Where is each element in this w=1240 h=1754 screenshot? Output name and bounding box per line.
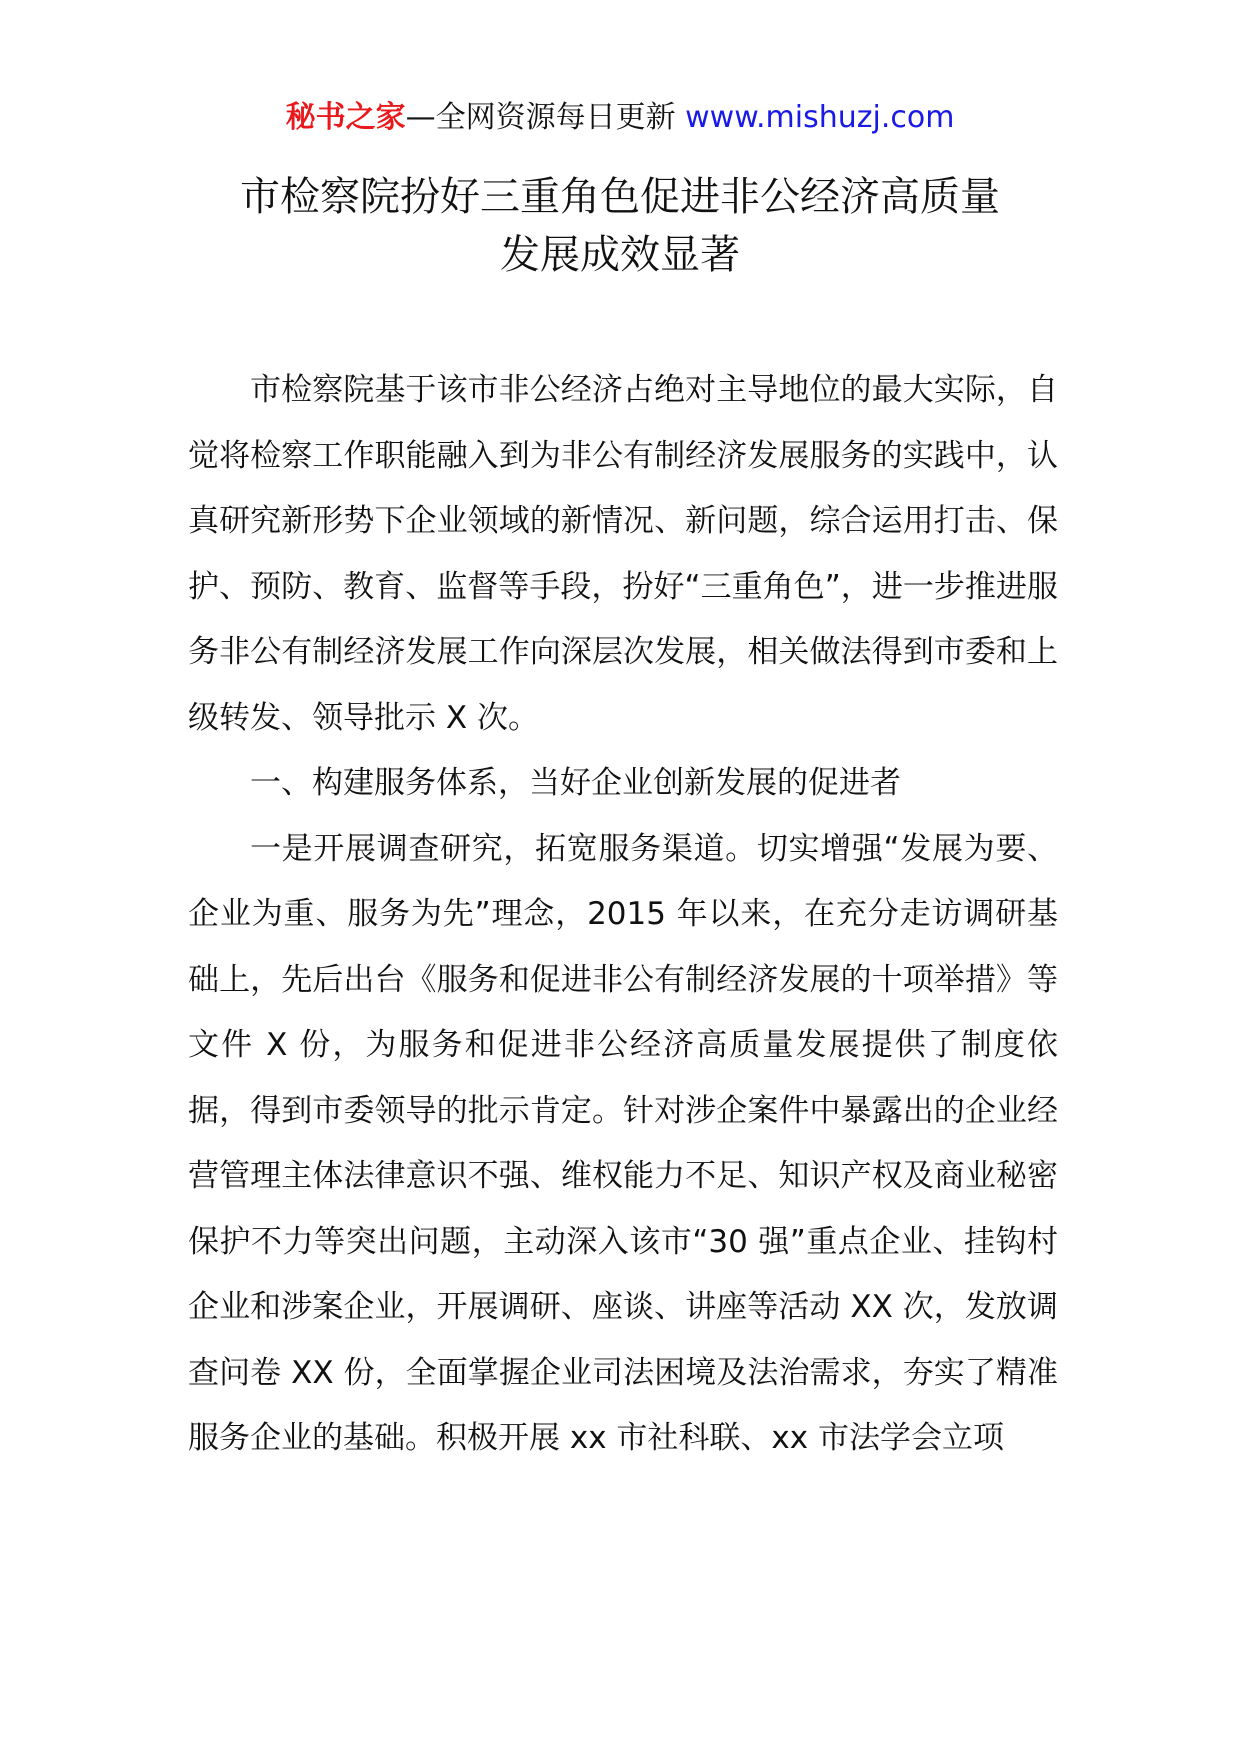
- intro-paragraph: 市检察院基于该市非公经济占绝对主导地位的最大实际，自觉将检察工作职能融入到为非公有制经济发展服务的实践中，认真研究新形势下企业领域的新情况、新问题，综合运用打击、保护、预防、教育、监督等手段，扮好“三重角色”，进一步推进服务非公有制经济发展工作向深层次发展，相关做法得到市委和上级转发、领导批示 X 次。: [188, 372, 1058, 736]
- site-header: [0, 98, 1240, 138]
- site-brand: 秘书之家: [285, 100, 406, 135]
- title-line-2: 发展成效显著: [500, 232, 740, 278]
- title-line-1: 市检察院扮好三重角色促进非公经济高质量: [240, 174, 1000, 220]
- site-url-link[interactable]: www.mishuzj.com: [685, 100, 955, 135]
- section-heading-1: 一、构建服务体系，当好企业创新发展的促进者: [250, 765, 901, 801]
- site-slogan: —全网资源每日更新: [405, 100, 686, 135]
- document-title: [0, 168, 1240, 284]
- document-body: [188, 358, 1058, 1472]
- section-1-paragraph: 一是开展调查研究，拓宽服务渠道。切实增强“发展为要、企业为重、服务为先”理念，2015 年以来，在充分走访调研基础上，先后出台《服务和促进非公有制经济发展的十项举措》等文件 X 份，为服务和促进非公经济高质量发展提供了制度依据，得到市委领导的批示肯定。针对涉企案件中暴露出的企业经营管理主体法律意识不强、维权能力不足、知识产权及商业秘密保护不力等突出问题，主动深入该市“30 强”重点企业、挂钩村企业和涉案企业，开展调研、座谈、讲座等活动 XX 次，发放调查问卷 XX 份，全面掌握企业司法困境及法治需求，夯实了精准服务企业的基础。积极开展 xx 市社科联、xx 市法学会立项: [188, 830, 1058, 1456]
